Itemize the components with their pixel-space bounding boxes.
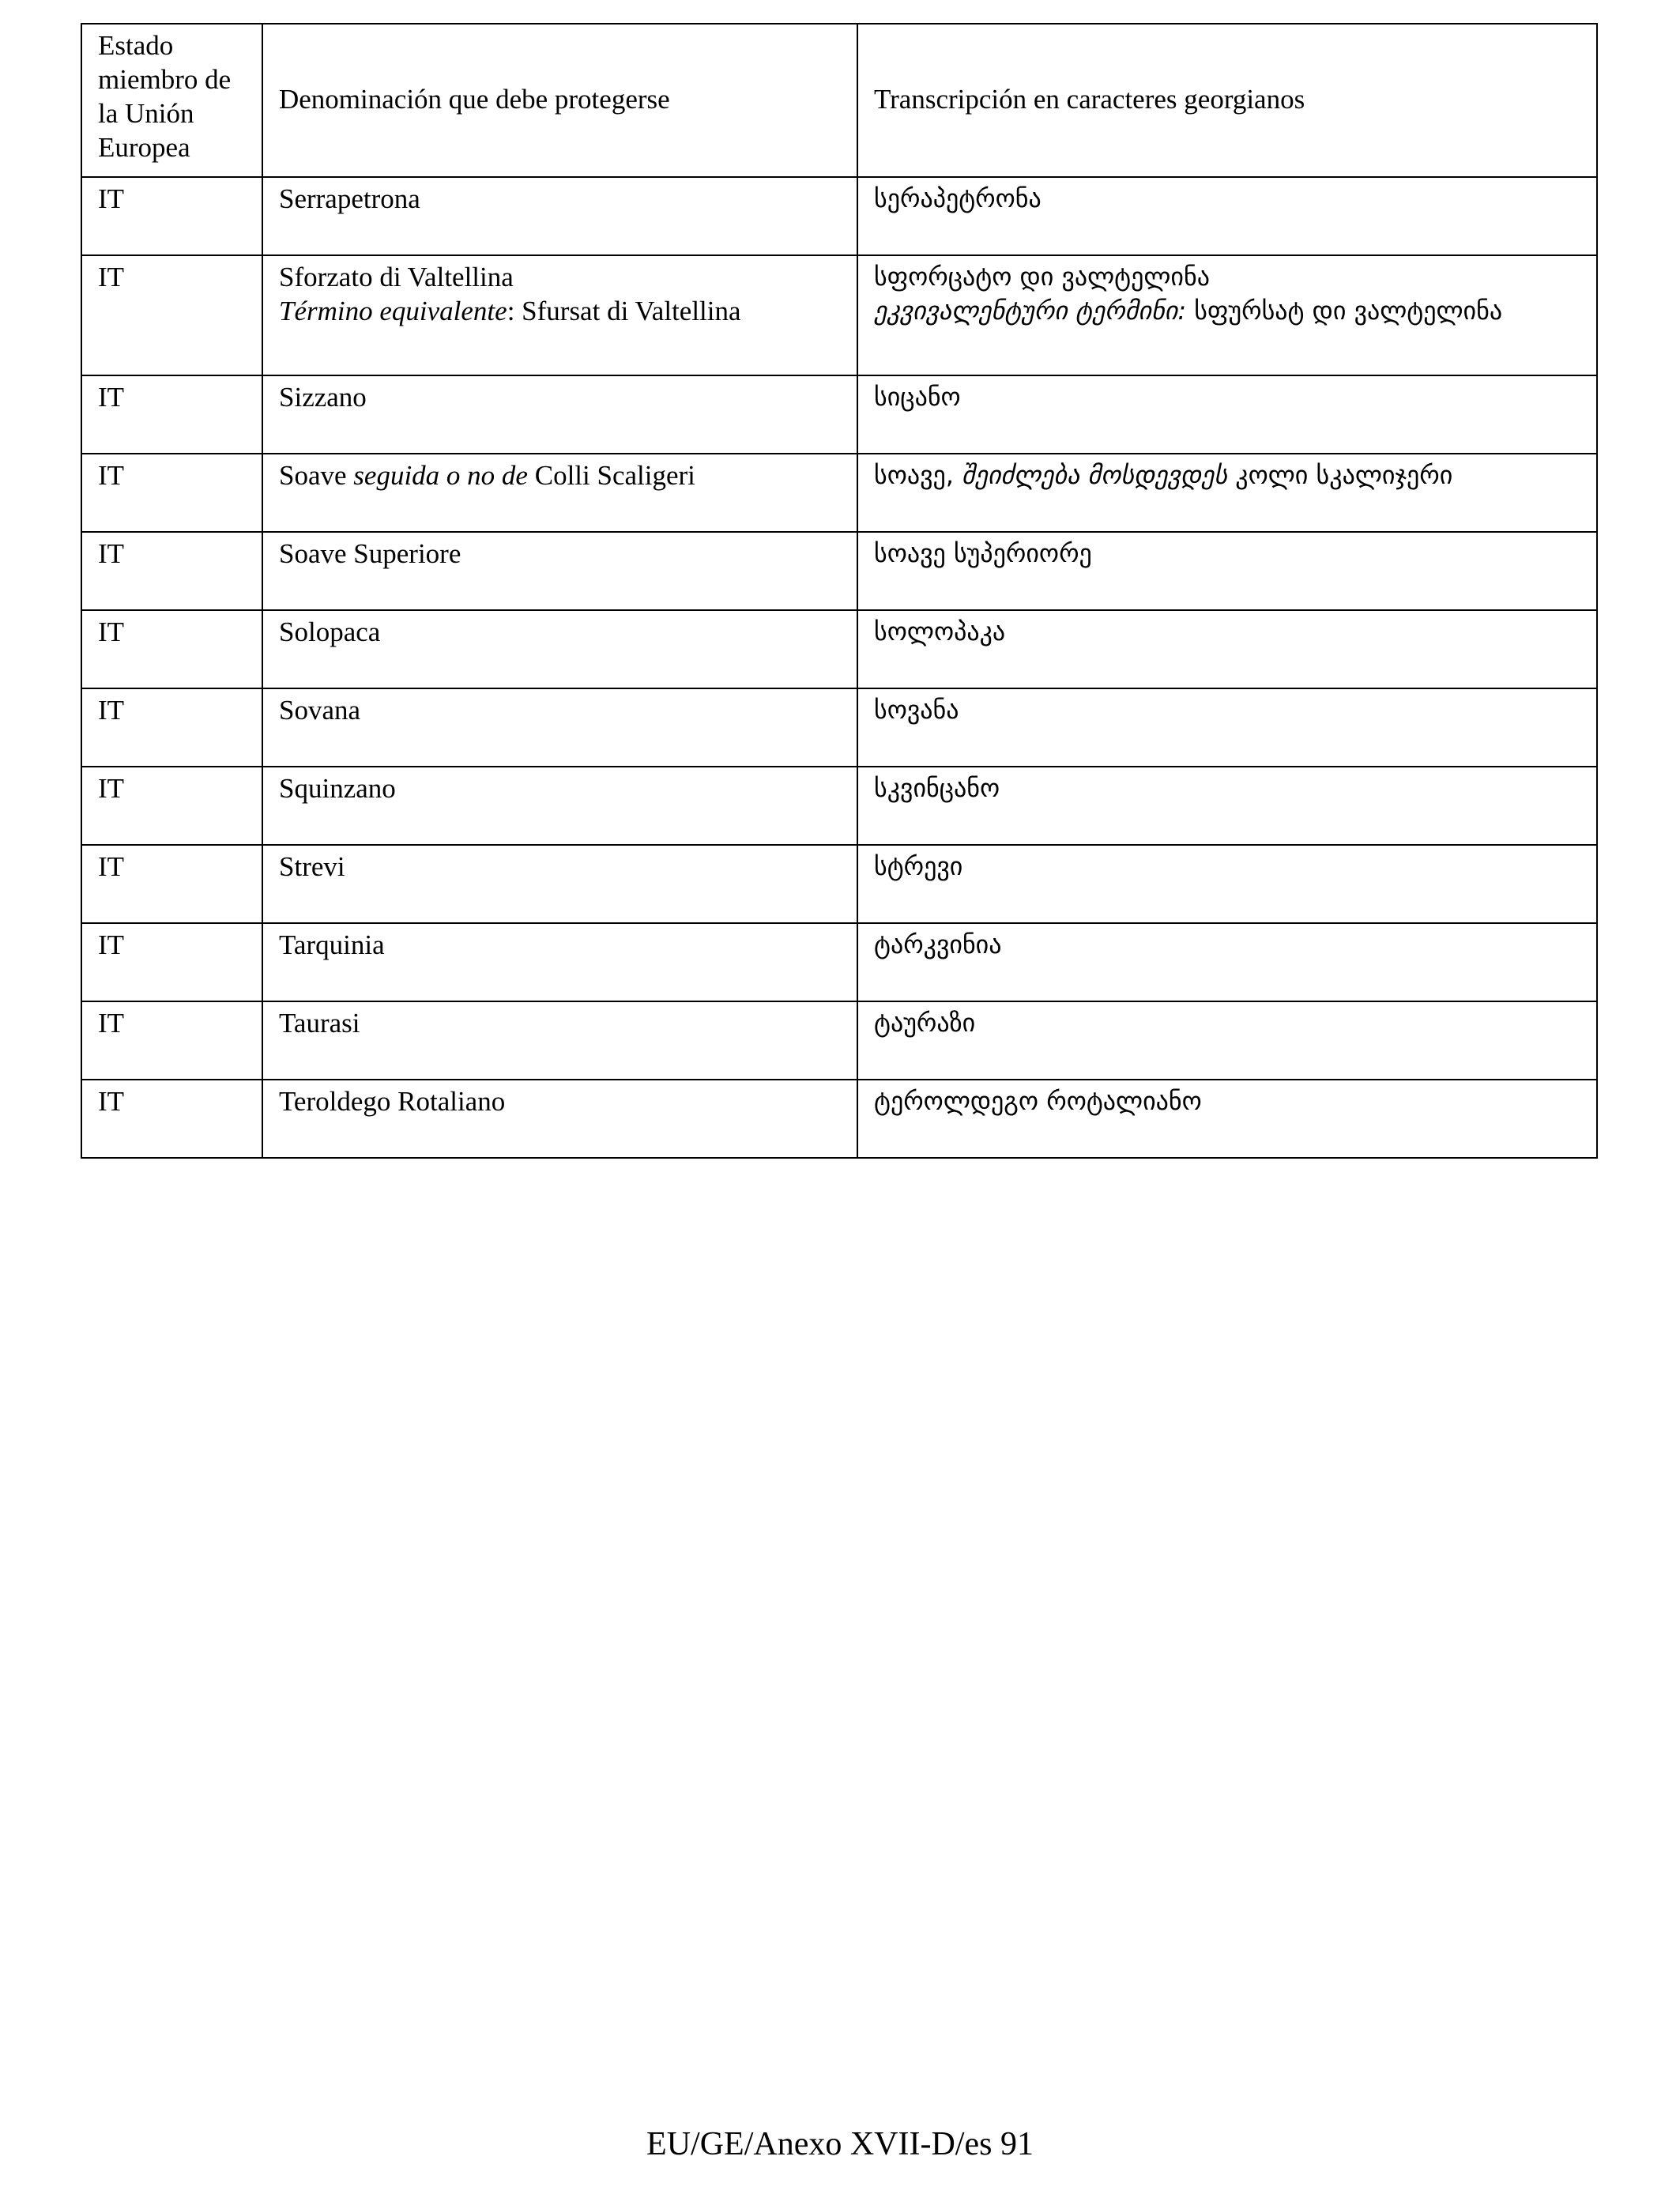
- table-row: [81, 688, 1597, 767]
- cell-name: Serrapetrona: [262, 177, 857, 255]
- cell-name: Taurasi: [262, 1001, 857, 1080]
- table-row: [81, 767, 1597, 845]
- cell-transcription: სტრევი: [857, 845, 1597, 923]
- cell-state: IT: [81, 177, 262, 255]
- cell-name: Squinzano: [262, 767, 857, 845]
- cell-name: Solopaca: [262, 610, 857, 688]
- trans-italic: შეიძლება მოსდევდეს: [962, 460, 1228, 490]
- cell-transcription: [857, 255, 1597, 375]
- cell-state: IT: [81, 610, 262, 688]
- cell-name: Tarquinia: [262, 923, 857, 1001]
- cell-transcription: სერაპეტრონა: [857, 177, 1597, 255]
- cell-transcription: [857, 454, 1597, 532]
- name-equiv-value: : Sfursat di Valtellina: [507, 296, 741, 326]
- table-row: [81, 375, 1597, 454]
- table-row: [81, 255, 1597, 375]
- trans-part1: სოავე,: [874, 460, 962, 490]
- page-footer: EU/GE/Anexo XVII-D/es 91: [646, 2126, 1034, 2162]
- table-header: [81, 24, 1597, 177]
- name-equivalent: [279, 294, 841, 328]
- cell-state: IT: [81, 532, 262, 610]
- cell-state: IT: [81, 688, 262, 767]
- cell-state: IT: [81, 923, 262, 1001]
- cell-state: IT: [81, 454, 262, 532]
- cell-transcription: სიცანო: [857, 375, 1597, 454]
- cell-state: IT: [81, 1080, 262, 1158]
- cell-name: Soave Superiore: [262, 532, 857, 610]
- cell-name: [262, 454, 857, 532]
- trans-equiv-label: ეკვივალენტური ტერმინი:: [874, 296, 1187, 326]
- cell-state: IT: [81, 1001, 262, 1080]
- cell-transcription: სოლოპაკა: [857, 610, 1597, 688]
- name-equiv-label: Término equivalente: [279, 296, 507, 326]
- name-part2: Colli Scaligeri: [527, 460, 695, 491]
- table-row: [81, 1080, 1597, 1158]
- name-italic: seguida o no de: [353, 460, 528, 491]
- cell-name: Sovana: [262, 688, 857, 767]
- cell-name: Sizzano: [262, 375, 857, 454]
- cell-transcription: სოავე სუპერიორე: [857, 532, 1597, 610]
- cell-transcription: ტეროლდეგო როტალიანო: [857, 1080, 1597, 1158]
- cell-name: [262, 255, 857, 375]
- cell-transcription: სოვანა: [857, 688, 1597, 767]
- cell-name: Teroldego Rotaliano: [262, 1080, 857, 1158]
- name-main: Sforzato di Valtellina: [279, 262, 514, 292]
- table-row: [81, 610, 1597, 688]
- cell-name: Strevi: [262, 845, 857, 923]
- table-row: [81, 532, 1597, 610]
- header-name: Denominación que debe protegerse: [262, 24, 857, 177]
- transcription-main: სფორცატო დი ვალტელინა: [874, 262, 1210, 292]
- header-state: Estado miembro de la Unión Europea: [81, 24, 262, 177]
- table-row: [81, 454, 1597, 532]
- table-row: [81, 923, 1597, 1001]
- cell-state: IT: [81, 767, 262, 845]
- header-transcription: Transcripción en caracteres georgianos: [857, 24, 1597, 177]
- transcription-equivalent: [874, 294, 1580, 328]
- cell-state: IT: [81, 845, 262, 923]
- denominations-table: [81, 23, 1598, 1159]
- cell-state: IT: [81, 255, 262, 375]
- trans-part2: კოლი სკალიჯერი: [1227, 460, 1453, 490]
- cell-transcription: ტარკვინია: [857, 923, 1597, 1001]
- name-part1: Soave: [279, 460, 354, 491]
- trans-equiv-value: სფურსატ დი ვალტელინა: [1186, 296, 1503, 326]
- table-body: [81, 177, 1597, 1158]
- cell-state: IT: [81, 375, 262, 454]
- table-row: [81, 845, 1597, 923]
- cell-transcription: ტაურაზი: [857, 1001, 1597, 1080]
- header-row: [81, 24, 1597, 177]
- table-row: [81, 177, 1597, 255]
- table-row: [81, 1001, 1597, 1080]
- cell-transcription: სკვინცანო: [857, 767, 1597, 845]
